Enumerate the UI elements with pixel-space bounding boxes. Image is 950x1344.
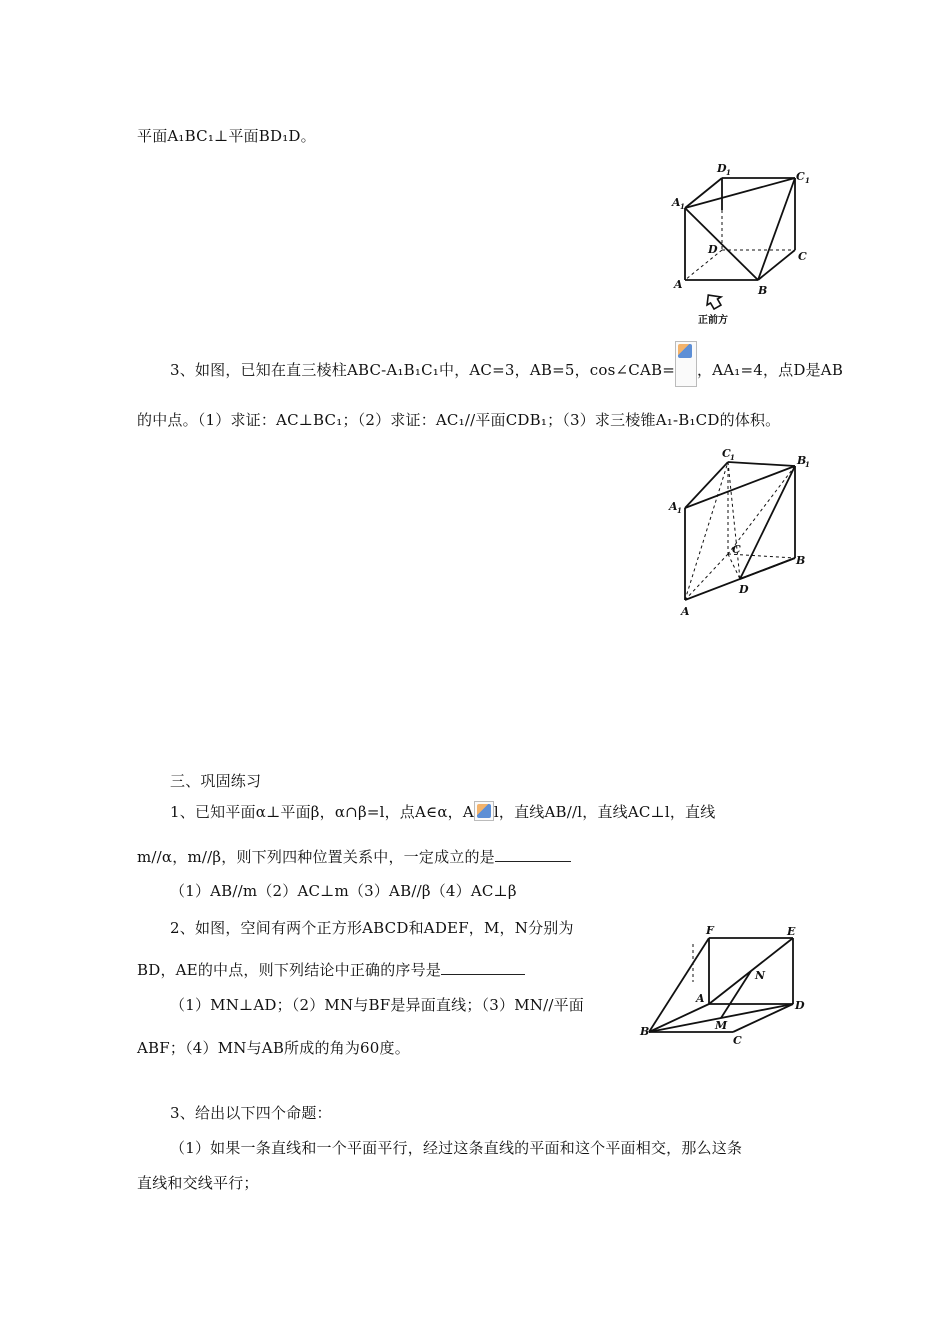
ex3-prop1-line2: 直线和交线平行； bbox=[137, 1174, 259, 1192]
label-D: D bbox=[739, 583, 749, 596]
ex1-line2: m//α，m//β，则下列四种位置关系中，一定成立的是 bbox=[137, 847, 571, 867]
front-arrow-icon bbox=[703, 290, 724, 311]
ex2-line1: 2、如图，空间有两个正方形ABCD和ADEF，M，N分别为 bbox=[170, 919, 574, 937]
label-A: A bbox=[696, 992, 705, 1005]
ex2-line4: ABF；（4）MN与AB所成的角为60度。 bbox=[137, 1039, 410, 1057]
section-title: 三、巩固练习 bbox=[170, 772, 262, 790]
label-A: A bbox=[681, 605, 690, 618]
label-B: B bbox=[796, 554, 806, 567]
label-B: B bbox=[640, 1025, 650, 1038]
label-C: C bbox=[732, 543, 741, 556]
svg-text:1: 1 bbox=[726, 168, 731, 177]
paragraph-plane-perpendicular: 平面A₁BC₁⊥平面BD₁D。 bbox=[137, 127, 316, 145]
label-C1: C bbox=[722, 448, 731, 460]
svg-text:1: 1 bbox=[677, 506, 682, 515]
ex1-line1: 1、已知平面α⊥平面β，α∩β=l，点A∈α，A l，直线AB//l，直线AC⊥l，直线 bbox=[170, 803, 716, 821]
label-C: C bbox=[733, 1034, 742, 1047]
figure-prism bbox=[665, 448, 825, 623]
figure-cube bbox=[660, 158, 820, 328]
svg-text:1: 1 bbox=[680, 202, 685, 211]
label-D: D bbox=[708, 243, 718, 256]
ex2-line2: BD，AE的中点，则下列结论中正确的序号是 bbox=[137, 960, 525, 980]
label-M: M bbox=[715, 1019, 728, 1032]
svg-text:1: 1 bbox=[730, 453, 735, 462]
label-D: D bbox=[795, 999, 805, 1012]
broken-image-icon bbox=[474, 801, 494, 821]
label-F: F bbox=[706, 924, 714, 937]
ex2-line3: （1）MN⊥AD；（2）MN与BF是异面直线；（3）MN//平面 bbox=[170, 996, 584, 1014]
answer-blank[interactable] bbox=[441, 960, 525, 975]
label-A: A bbox=[674, 278, 683, 291]
broken-image-icon bbox=[675, 341, 697, 387]
label-C1: C bbox=[796, 170, 805, 183]
ex3-prop1-line1: （1）如果一条直线和一个平面平行，经过这条直线的平面和这个平面相交，那么这条 bbox=[170, 1139, 743, 1157]
label-B: B bbox=[758, 284, 768, 297]
label-C: C bbox=[798, 250, 807, 263]
svg-text:1: 1 bbox=[805, 460, 810, 469]
q3-line1: 3、如图，已知在直三棱柱ABC-A₁B₁C₁中，AC=3，AB=5，cos∠CAB= ，AA₁=4，点D是AB bbox=[170, 355, 843, 387]
ex1-options: （1）AB//m（2）AC⊥m（3）AB//β（4）AC⊥β bbox=[170, 882, 517, 900]
label-B1: B bbox=[797, 454, 807, 467]
label-D1: D bbox=[717, 162, 727, 175]
label-N: N bbox=[755, 969, 766, 982]
label-E: E bbox=[787, 925, 796, 938]
answer-blank[interactable] bbox=[495, 847, 571, 862]
caption-front: 正前方 bbox=[698, 315, 728, 326]
q3-line2: 的中点。（1）求证：AC⊥BC₁；（2）求证：AC₁//平面CDB₁；（3）求三棱锥A₁-B₁CD的体积。 bbox=[137, 411, 781, 429]
figure-two-squares bbox=[635, 922, 820, 1047]
label-A1: A bbox=[669, 500, 678, 513]
ex3-title: 3、给出以下四个命题： bbox=[170, 1104, 332, 1122]
label-A1: A bbox=[672, 196, 681, 209]
svg-text:1: 1 bbox=[805, 176, 810, 185]
